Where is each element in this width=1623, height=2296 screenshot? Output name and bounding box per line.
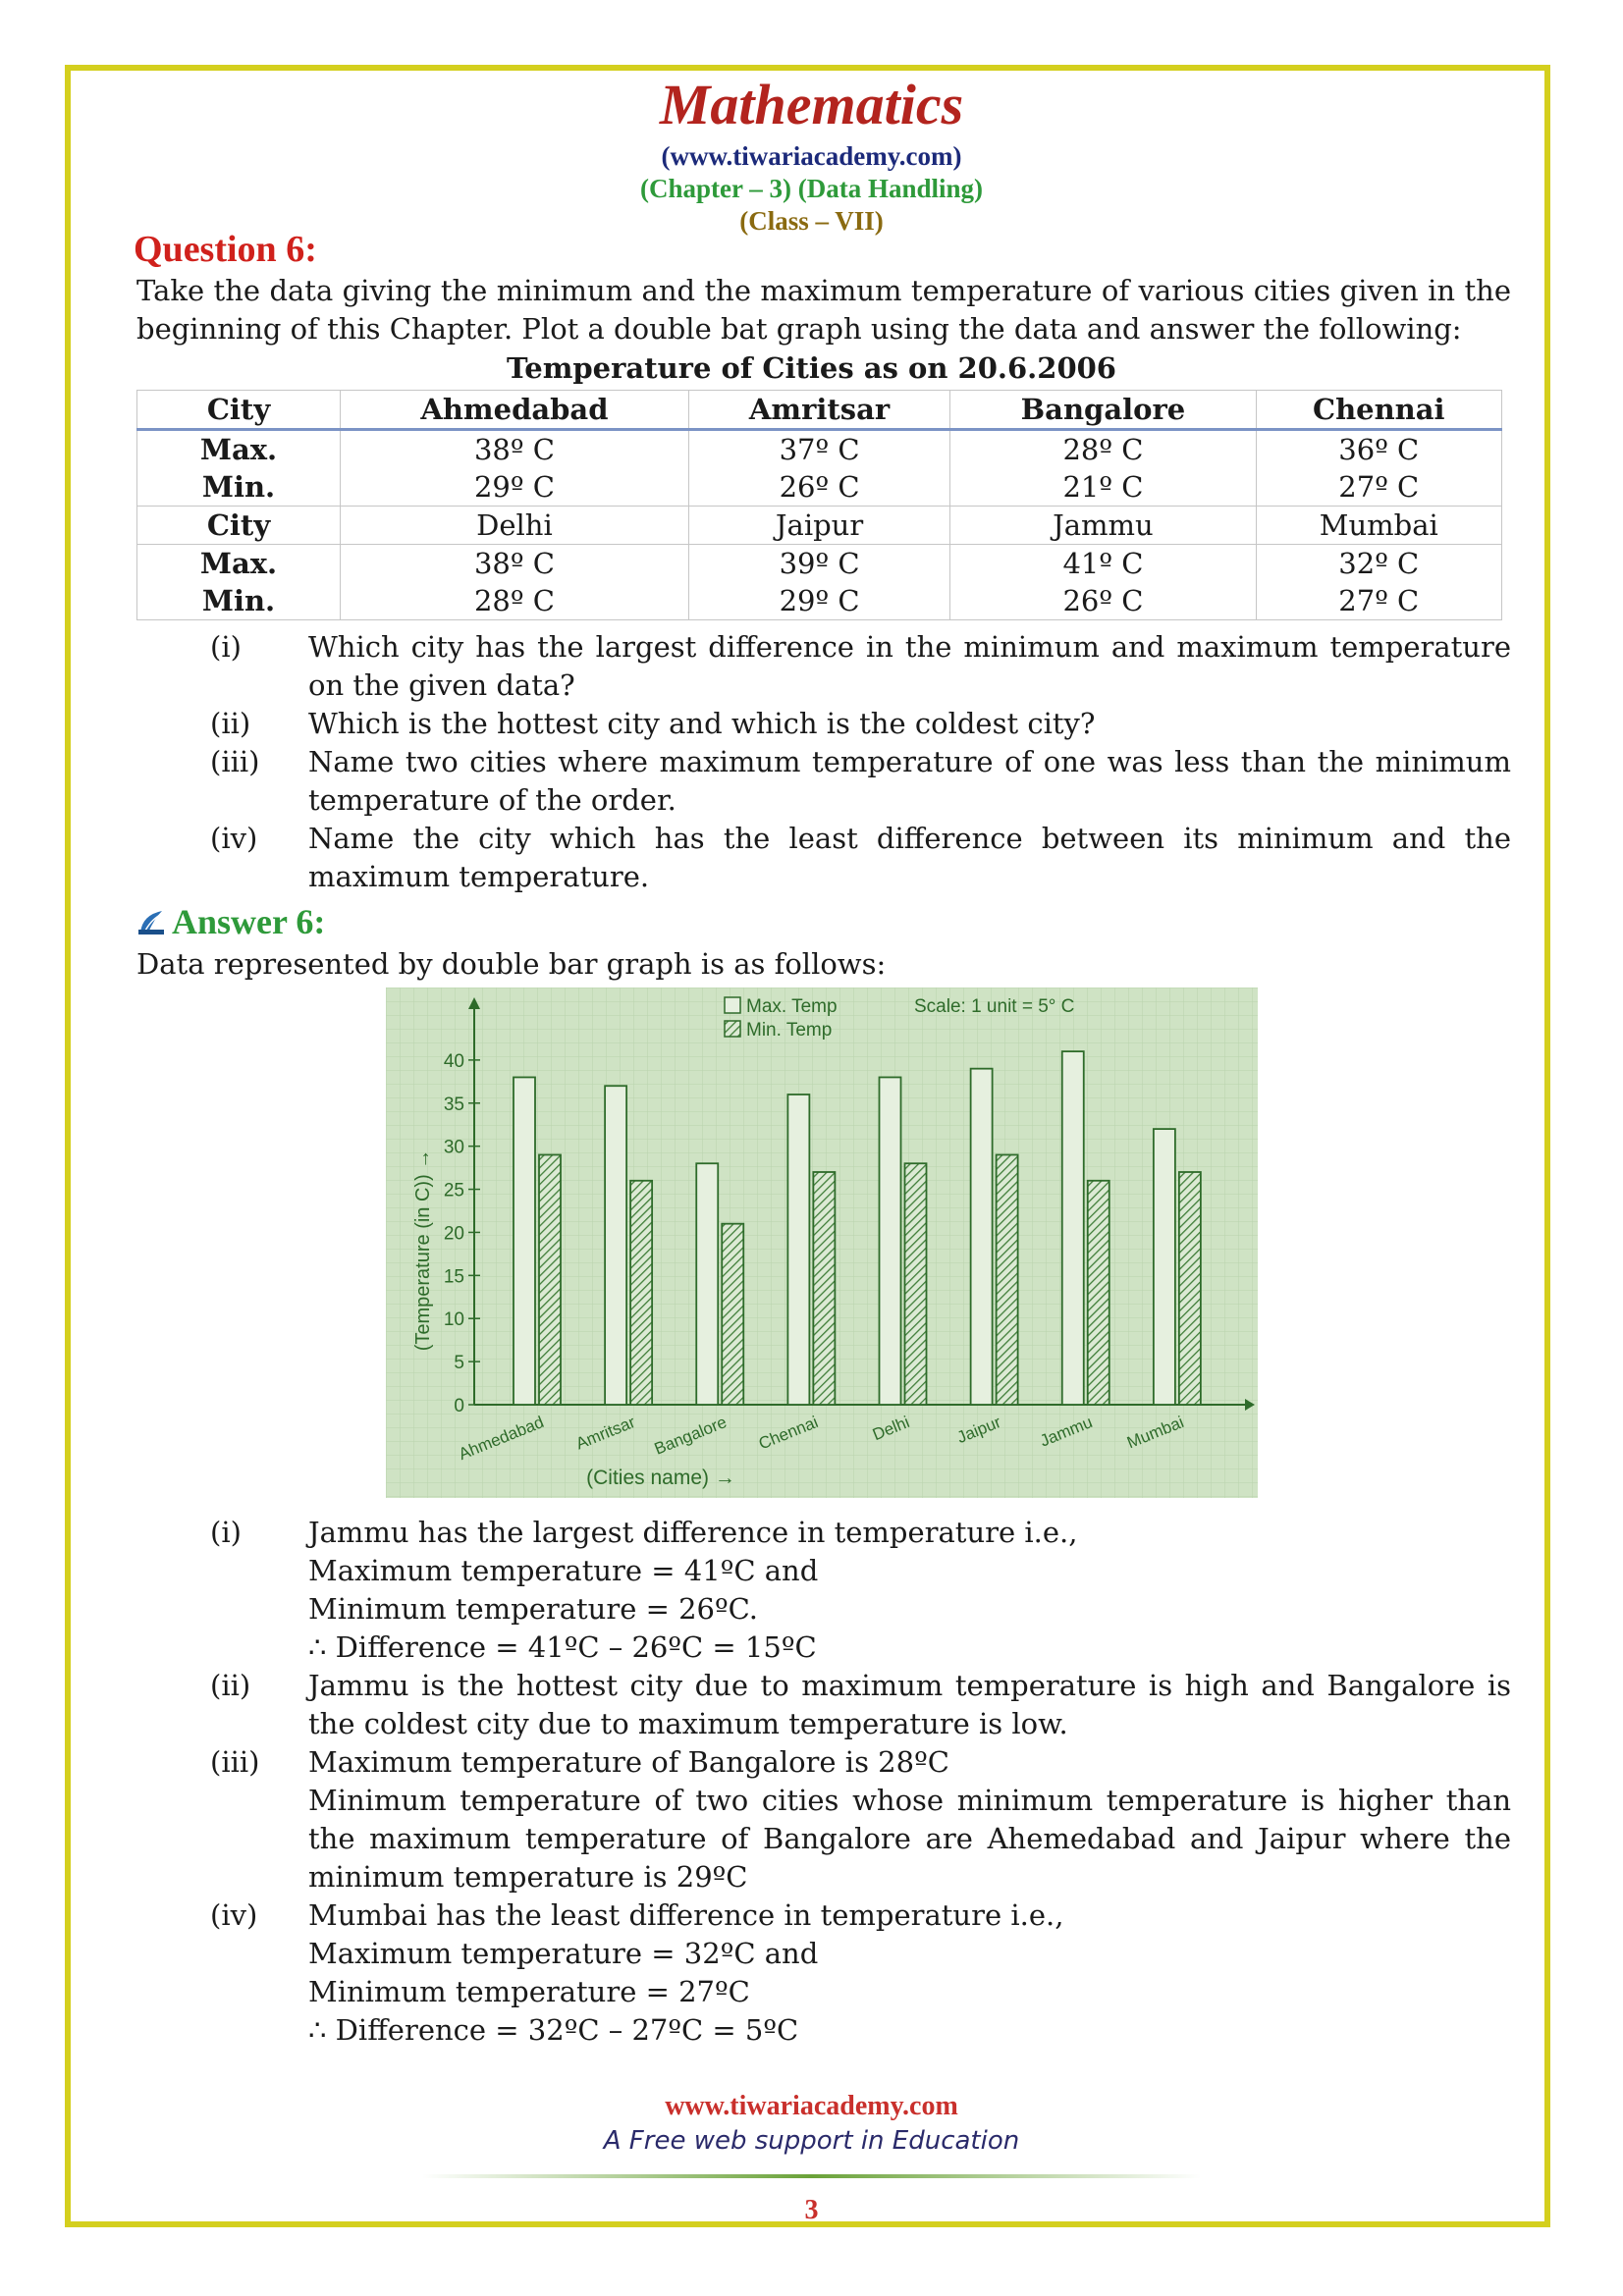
- y-tick-label: 15: [443, 1266, 464, 1288]
- list-item-text: Name two cities where maximum temperature of one was less than the minimum temperature of the order.: [308, 745, 1511, 817]
- list-item-number: (ii): [210, 707, 251, 740]
- table-row: [137, 545, 1502, 583]
- list-item: [136, 820, 1511, 896]
- list-item-text: Which is the hottest city and which is the coldest city?: [308, 707, 1096, 740]
- table-cell: 26º C: [688, 468, 949, 507]
- list-item: [136, 1896, 1511, 2050]
- legend-label-max: Max. Temp: [746, 996, 838, 1017]
- page-title: Mathematics: [659, 73, 964, 136]
- temperature-table: [136, 390, 1502, 620]
- x-tick-label: Delhi: [869, 1413, 912, 1445]
- table-cell: Bangalore: [950, 391, 1256, 430]
- list-item-number: (i): [210, 630, 242, 664]
- question-parts: [136, 628, 1511, 896]
- header-chapter: (Chapter – 3) (Data Handling): [639, 174, 983, 203]
- table-cell: 28º C: [950, 430, 1256, 469]
- answer-intro: Data represented by double bar graph is as follows:: [136, 947, 887, 981]
- footer-divider: [422, 2174, 1201, 2178]
- table-cell: Delhi: [341, 507, 689, 545]
- table-cell: 21º C: [950, 468, 1256, 507]
- answer-line: ∴ Difference = 32ºC – 27ºC = 5ºC: [308, 2013, 799, 2047]
- bar-min-temp: [813, 1172, 835, 1405]
- table-cell: 39º C: [688, 545, 949, 583]
- legend-swatch-max: [725, 997, 740, 1013]
- x-tick-label: Jaipur: [954, 1413, 1004, 1448]
- table-title: Temperature of Cities as on 20.6.2006: [507, 351, 1116, 385]
- answer-line: Maximum temperature of Bangalore is 28ºC: [308, 1745, 949, 1779]
- bar-max-temp: [605, 1086, 626, 1405]
- bar-max-temp: [696, 1163, 718, 1405]
- list-item: [136, 628, 1511, 705]
- chart-svg: [386, 988, 1258, 1498]
- footer-tagline: A Free web support in Education: [603, 2126, 1020, 2156]
- table-cell: Chennai: [1256, 391, 1501, 430]
- y-tick-label: 10: [443, 1309, 464, 1331]
- legend-label-min: Min. Temp: [746, 1020, 833, 1041]
- table-cell: 32º C: [1256, 545, 1501, 583]
- list-item: [136, 1743, 1511, 1896]
- table-cell: Jaipur: [688, 507, 949, 545]
- legend-swatch-min: [725, 1021, 740, 1037]
- table-cell: 27º C: [1256, 468, 1501, 507]
- answer-heading-row: [136, 901, 325, 942]
- bar-max-temp: [1062, 1051, 1084, 1405]
- page-number: 3: [804, 2195, 819, 2225]
- table-cell: 26º C: [950, 582, 1256, 620]
- table-cell: 38º C: [341, 545, 689, 583]
- bar-min-temp: [539, 1154, 561, 1405]
- list-item-number: (iv): [210, 1898, 258, 1932]
- list-item: [136, 705, 1511, 743]
- y-tick-label: 20: [443, 1223, 464, 1245]
- table-cell: Amritsar: [688, 391, 949, 430]
- x-tick-label: Jammu: [1037, 1413, 1096, 1451]
- y-tick-label: 25: [443, 1180, 464, 1201]
- list-item-number: (ii): [210, 1669, 251, 1702]
- bar-min-temp: [905, 1163, 927, 1405]
- y-tick-label: 5: [454, 1353, 464, 1374]
- answer-line: Mumbai has the least difference in temperature i.e.,: [308, 1898, 1064, 1932]
- list-item-text: Which city has the largest difference in the minimum and maximum temperature on the given data?: [308, 630, 1511, 702]
- bar-max-temp: [1154, 1129, 1175, 1405]
- x-tick-label: Chennai: [756, 1413, 821, 1454]
- table-cell: Ahmedabad: [341, 391, 689, 430]
- page-header: [0, 73, 1623, 237]
- answer-line: Jammu has the largest difference in temperature i.e.,: [308, 1516, 1078, 1549]
- table-row-label: City: [137, 507, 341, 545]
- table-cell: Jammu: [950, 507, 1256, 545]
- bar-max-temp: [514, 1077, 535, 1405]
- list-item-text: Name the city which has the least difference between its minimum and the maximum temperature.: [308, 822, 1511, 893]
- footer-website: www.tiwariacademy.com: [665, 2091, 958, 2121]
- question-text: Take the data giving the minimum and the maximum temperature of various cities given in the beginning of this Chapter. Plot a double bat graph using the data and answer the following:: [136, 274, 1511, 346]
- answer-parts: [136, 1514, 1511, 2050]
- bar-max-temp: [880, 1077, 901, 1405]
- answer-line: Jammu is the hottest city due to maximum temperature is high and Bangalore is the coldest city due to maximum temperature is low.: [308, 1669, 1511, 1740]
- list-item-number: (iii): [210, 745, 260, 778]
- answer-line: Minimum temperature = 27ºC: [308, 1975, 750, 2008]
- table-cell: 29º C: [341, 468, 689, 507]
- y-axis-label: (Temperature (in C)) →: [412, 1148, 434, 1352]
- bar-min-temp: [630, 1181, 652, 1405]
- question-heading: Question 6:: [134, 229, 317, 270]
- table-cell: 29º C: [688, 582, 949, 620]
- x-tick-label: Ahmedabad: [456, 1413, 547, 1465]
- table-row-label: Max.: [137, 430, 341, 469]
- bar-max-temp: [787, 1095, 809, 1405]
- y-tick-label: 35: [443, 1094, 464, 1115]
- x-tick-label: Amritsar: [572, 1413, 638, 1454]
- answer-heading: Answer 6:: [172, 902, 326, 941]
- bar-min-temp: [1088, 1181, 1109, 1405]
- bar-min-temp: [722, 1224, 743, 1405]
- y-tick-label: 40: [443, 1050, 464, 1072]
- table-row-label: Max.: [137, 545, 341, 583]
- table-cell: 36º C: [1256, 430, 1501, 469]
- tiwari-academy-logo-icon: [136, 907, 166, 936]
- list-item-number: (i): [210, 1516, 242, 1549]
- table-cell: 27º C: [1256, 582, 1501, 620]
- table-row: [137, 507, 1502, 545]
- double-bar-graph: [386, 988, 1258, 1498]
- list-item-number: (iv): [210, 822, 258, 855]
- table-row: [137, 391, 1502, 430]
- bar-min-temp: [1179, 1172, 1201, 1405]
- list-item: [136, 743, 1511, 820]
- answer-line: Maximum temperature = 41ºC and: [308, 1554, 819, 1587]
- x-axis-label: (Cities name) →: [586, 1467, 735, 1489]
- table-row: [137, 582, 1502, 620]
- list-item-number: (iii): [210, 1745, 260, 1779]
- y-tick-label: 30: [443, 1137, 464, 1158]
- table-cell: 37º C: [688, 430, 949, 469]
- answer-line: Maximum temperature = 32ºC and: [308, 1937, 819, 1970]
- chart-scale-note: Scale: 1 unit = 5° C: [914, 996, 1075, 1017]
- y-tick-label: 0: [454, 1396, 464, 1416]
- answer-line: ∴ Difference = 41ºC – 26ºC = 15ºC: [308, 1630, 817, 1664]
- x-tick-label: Mumbai: [1124, 1413, 1187, 1453]
- x-tick-label: Bangalore: [651, 1413, 730, 1459]
- table-row-label: Min.: [137, 582, 341, 620]
- table-row: [137, 468, 1502, 507]
- table-cell: 38º C: [341, 430, 689, 469]
- answer-line: Minimum temperature of two cities whose minimum temperature is higher than the maximum temperature of Bangalore are Ahemedabad and Jaipur where the minimum temperature is 29ºC: [308, 1784, 1511, 1894]
- table-row-label: City: [137, 391, 341, 430]
- bar-min-temp: [997, 1154, 1018, 1405]
- list-item: [136, 1667, 1511, 1743]
- table-cell: 28º C: [341, 582, 689, 620]
- header-website: (www.tiwariacademy.com): [661, 141, 962, 171]
- table-row: [137, 430, 1502, 469]
- answer-line: Minimum temperature = 26ºC.: [308, 1592, 759, 1626]
- bar-max-temp: [971, 1069, 993, 1405]
- table-row-label: Min.: [137, 468, 341, 507]
- list-item: [136, 1514, 1511, 1667]
- table-cell: 41º C: [950, 545, 1256, 583]
- table-cell: Mumbai: [1256, 507, 1501, 545]
- header-class: (Class – VII): [739, 206, 884, 236]
